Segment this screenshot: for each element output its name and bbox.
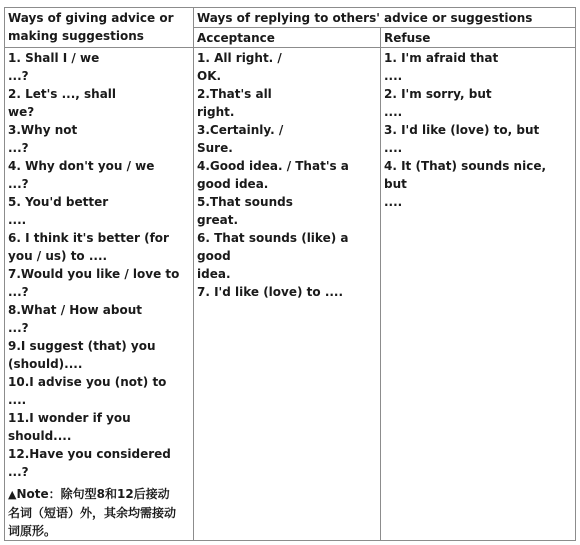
refuse-line: .... [384, 69, 403, 83]
advice-table [4, 7, 576, 541]
accept-line: 7. I'd like (love) to .... [197, 285, 344, 299]
giving-line: 9.I suggest (that) you [8, 339, 156, 353]
header-giving-line: making suggestions [8, 29, 144, 43]
refuse-line: 1. I'm afraid that [384, 51, 499, 65]
accept-line: good idea. [197, 177, 269, 191]
giving-line: 11.I wonder if you [8, 411, 131, 425]
giving-line: 6. I think it's better (for [8, 231, 169, 245]
giving-line: 5. You'd better [8, 195, 109, 209]
giving-line: (should).... [8, 357, 83, 371]
accept-line: 1. All right. / [197, 51, 282, 65]
giving-line: 10.I advise you (not) to [8, 375, 167, 389]
accept-line: 5.That sounds [197, 195, 293, 209]
giving-line: .... [8, 393, 27, 407]
refuse-line: 2. I'm sorry, but [384, 87, 492, 101]
refuse-line: .... [384, 141, 403, 155]
header-replying: Ways of replying to others' advice or suggestions [194, 8, 576, 28]
note-line: Note：除句型8和12后接动 [16, 487, 170, 501]
giving-line: ...? [8, 465, 29, 479]
giving-line: ...? [8, 285, 29, 299]
note-line: 名词（短语）外，其余均需接动 [8, 506, 177, 520]
giving-line: you / us) to .... [8, 249, 108, 263]
accept-line: right. [197, 105, 235, 119]
refuse-line: 3. I'd like (love) to, but [384, 123, 540, 137]
refuse-cell [381, 48, 576, 541]
acceptance-cell [194, 48, 381, 541]
giving-line: ...? [8, 69, 29, 83]
giving-line: .... [8, 213, 27, 227]
accept-line: OK. [197, 69, 222, 83]
note-line: 词原形。 [8, 524, 57, 538]
refuse-line: .... [384, 105, 403, 119]
header-acceptance: Acceptance [194, 28, 381, 48]
giving-line: 12.Have you considered [8, 447, 171, 461]
header-giving-advice [5, 8, 194, 48]
accept-line: 2.That's all [197, 87, 272, 101]
accept-line: 4.Good idea. / That's a [197, 159, 349, 173]
giving-line: ...? [8, 177, 29, 191]
giving-line: we? [8, 105, 35, 119]
accept-line: 6. That sounds (like) a good [197, 231, 353, 263]
giving-line: should.... [8, 429, 72, 443]
grammar-note [8, 485, 191, 540]
giving-line: ...? [8, 321, 29, 335]
accept-line: 3.Certainly. / [197, 123, 284, 137]
giving-line: 2. Let's ..., shall [8, 87, 117, 101]
refuse-line: 4. It (That) sounds nice, but [384, 159, 551, 191]
header-giving-line: Ways of giving advice or [8, 11, 174, 25]
giving-advice-cell [5, 48, 194, 541]
giving-line: 7.Would you like / love to [8, 267, 180, 281]
giving-line: 3.Why not [8, 123, 78, 137]
header-refuse: Refuse [381, 28, 576, 48]
accept-line: idea. [197, 267, 231, 281]
accept-line: great. [197, 213, 239, 227]
giving-line: 1. Shall I / we [8, 51, 100, 65]
accept-line: Sure. [197, 141, 233, 155]
refuse-line: .... [384, 195, 403, 209]
giving-line: 8.What / How about [8, 303, 143, 317]
giving-line: ...? [8, 141, 29, 155]
giving-line: 4. Why don't you / we [8, 159, 155, 173]
triangle-marker-icon: ▲ [8, 488, 17, 501]
